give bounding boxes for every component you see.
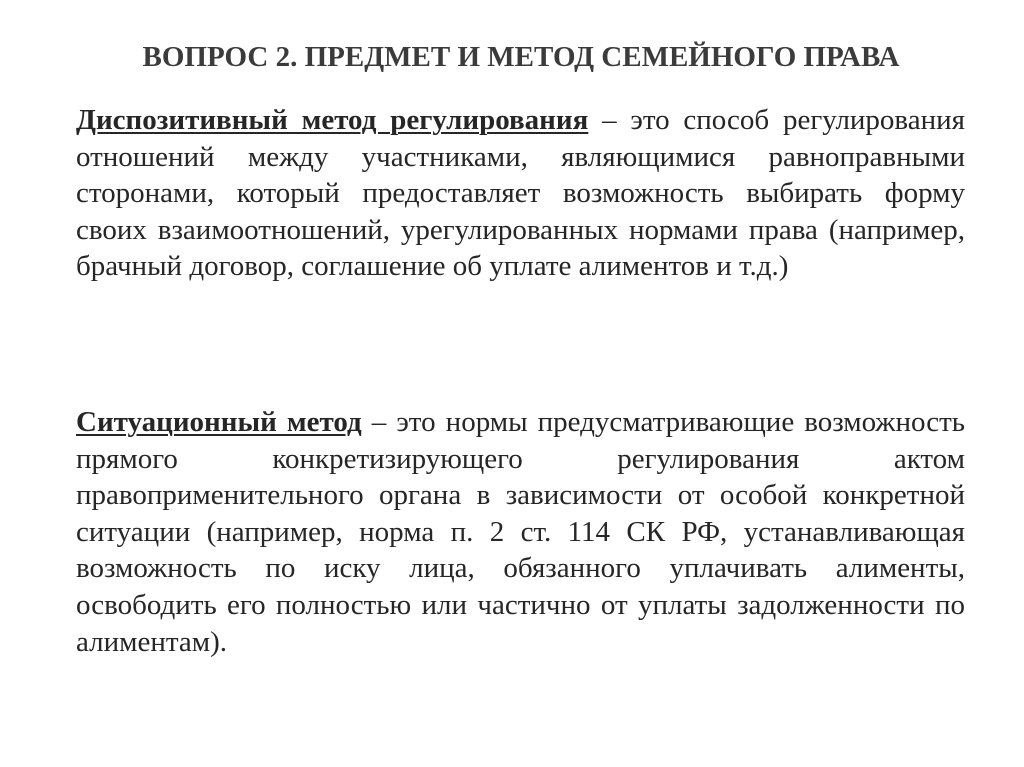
definition-situational-method: [76, 404, 965, 660]
definition-text-situational-method: – это нормы предусматривающие возможность прямого конкретизирующего регулирования актом правоприменительного органа в зависимости от особой конкретной ситуации (например, норма п. 2 ст. 114 СК РФ, устанавливающая возможность по иску лица, обязанного уплачивать алименты, освободить его полностью или частично от уплаты задолженности по алиментам).: [76, 406, 965, 658]
definition-text-dispositive-method: – это способ регулирования отношений между участниками, являющимися равноправными сторонами, который предоставляет возможность выбирать форму своих взаимоотношений, урегулированных нормами права (например, брачный договор, соглашение об уплате алиментов и т.д.): [76, 104, 965, 283]
definition-dispositive-method: [76, 102, 965, 285]
slide-title: ВОПРОС 2. ПРЕДМЕТ И МЕТОД СЕМЕЙНОГО ПРАВА: [142, 41, 900, 73]
term-dispositive-method: Диспозитивный метод регулирования: [76, 104, 589, 136]
term-situational-method: Ситуационный метод: [76, 406, 362, 438]
